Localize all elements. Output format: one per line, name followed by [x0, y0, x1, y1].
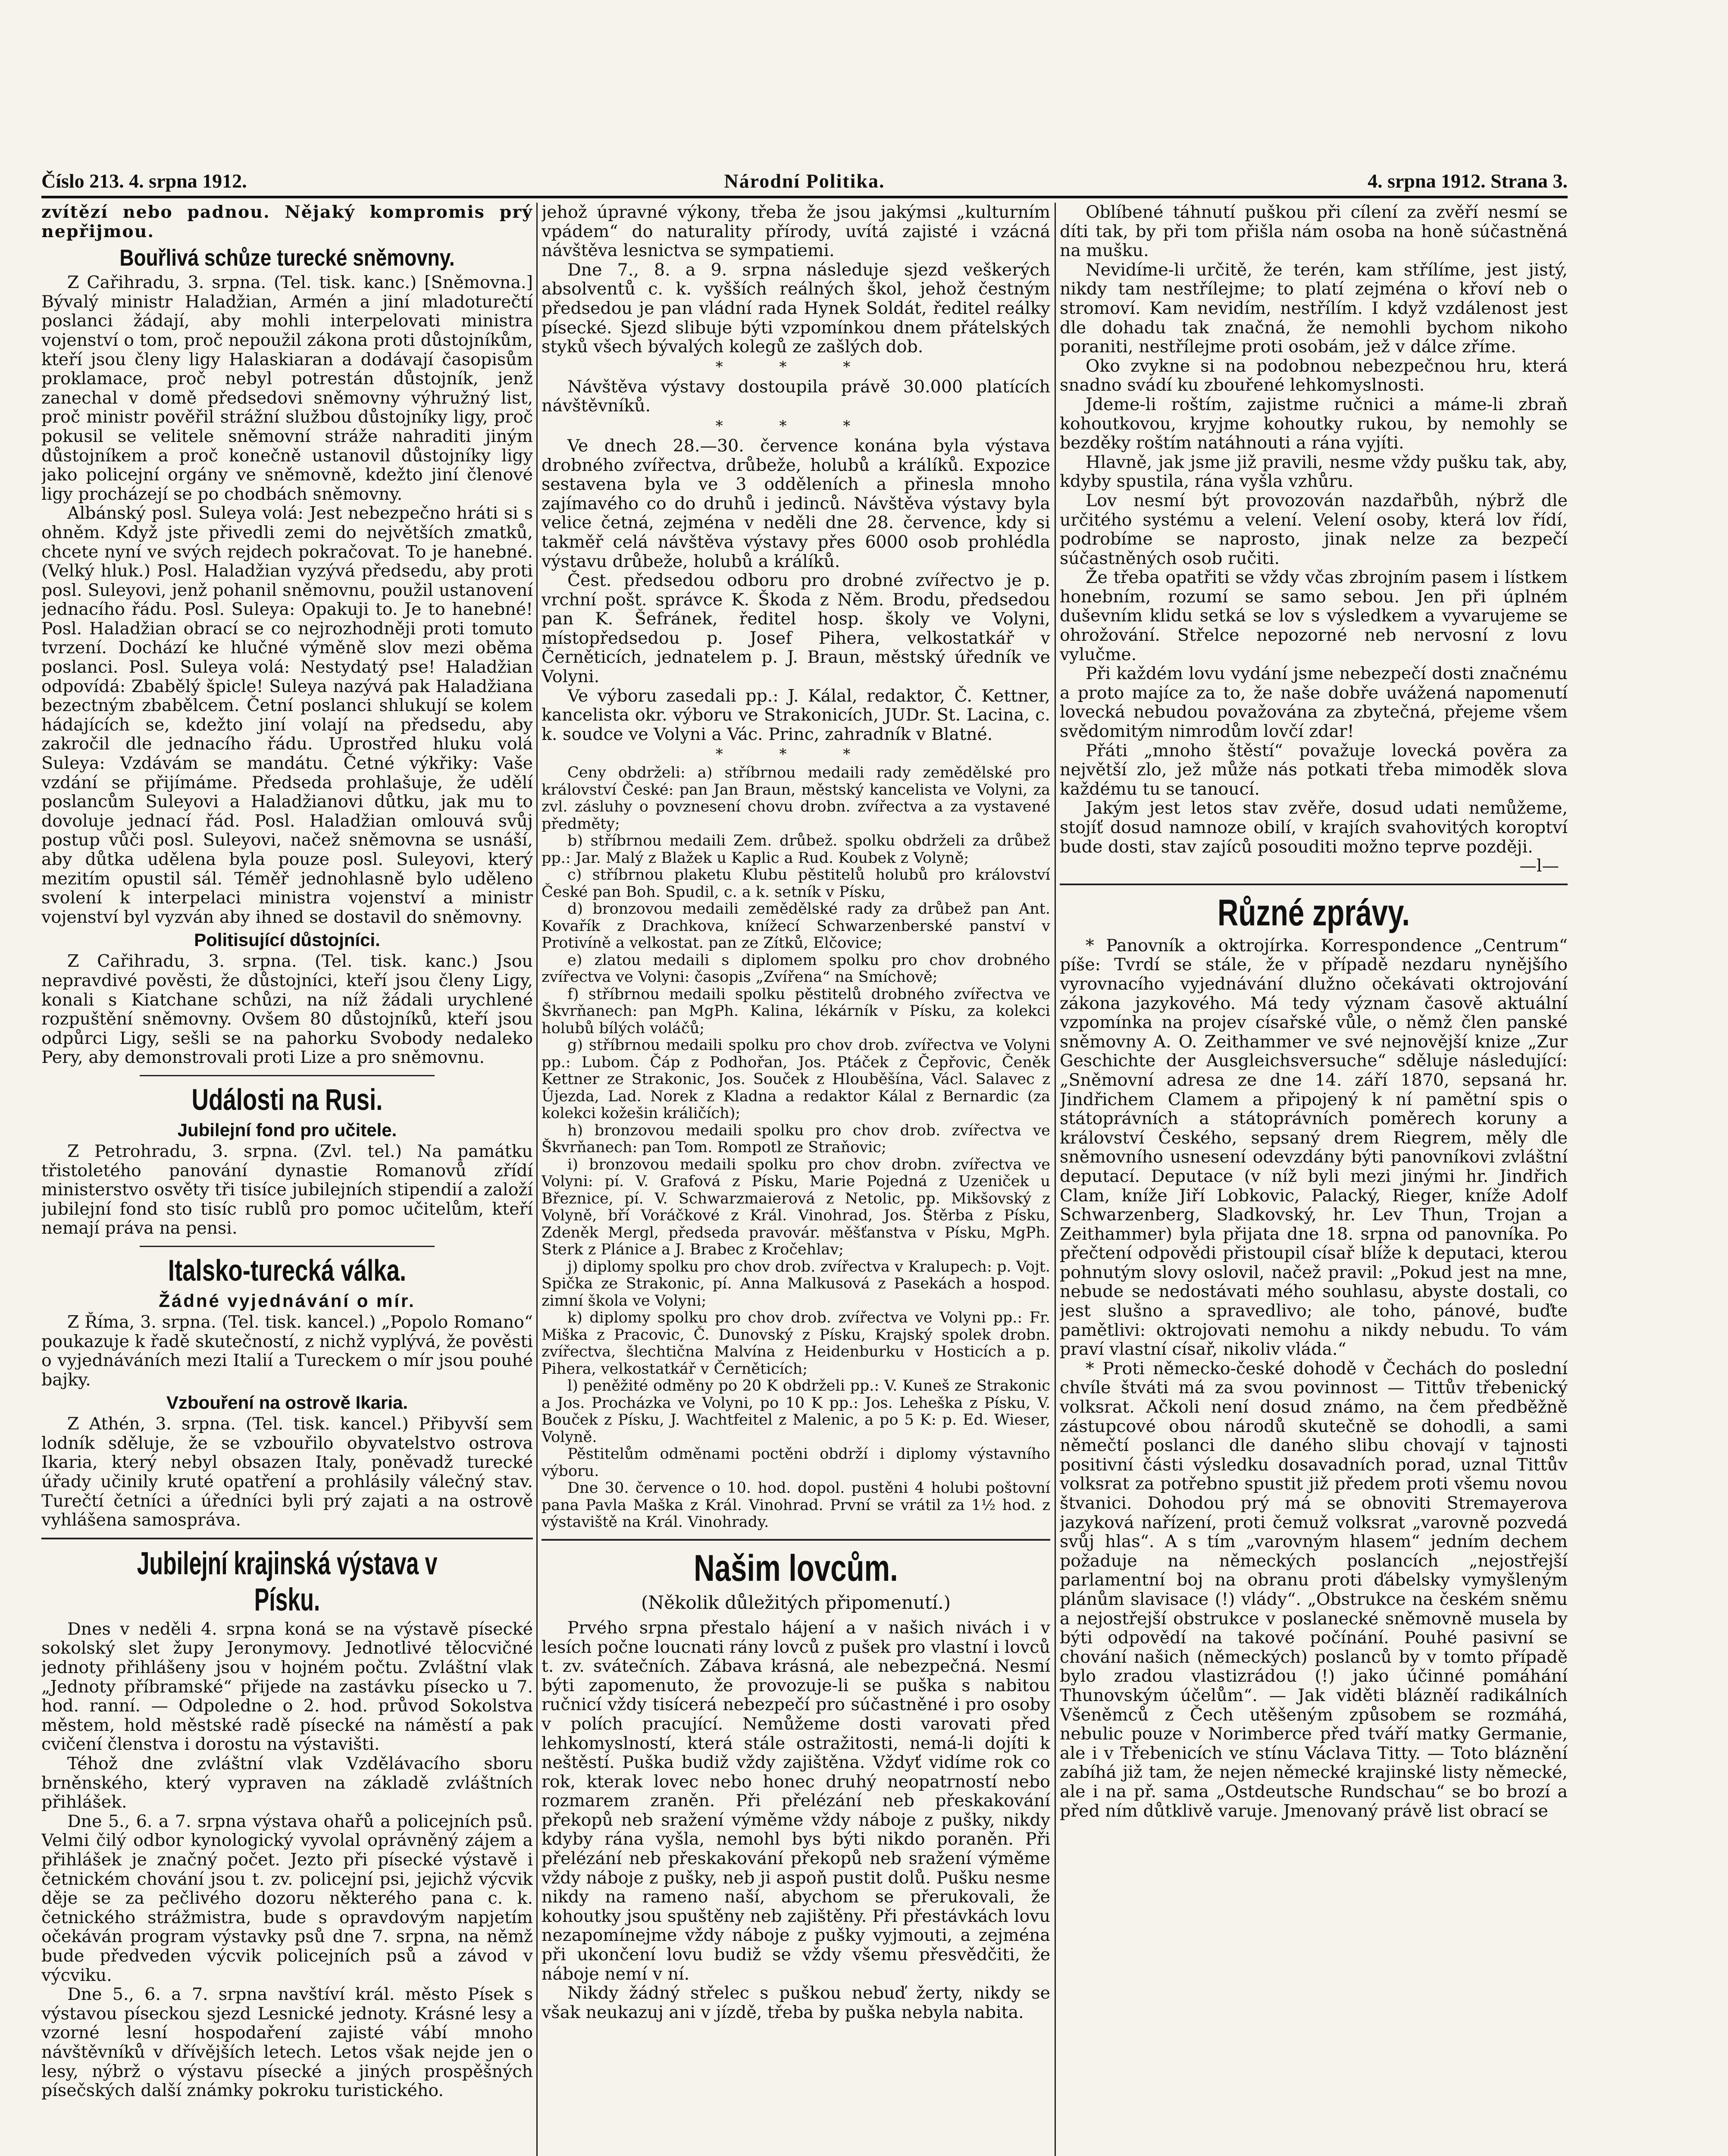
divider — [41, 1538, 533, 1539]
divider — [140, 1246, 435, 1247]
section-stars: * * * — [715, 746, 877, 763]
article-text: Z Athén, 3. srpna. (Tel. tisk. kancel.) Přibyvší sem lodník sděluje, že se vzbouřilo obyvatelstvo ostrova Ikaria, který nebyl obsazen Italy, poněvadž turecké úřady učinily kruté opatření a prohlásily válečný stav. Turečtí četníci a úředníci byli prý zajati a na ostrově vyhlášena samospráva. — [41, 1414, 533, 1530]
headline: Bouřlivá schůze turecké sněmovny. — [119, 245, 455, 271]
article-text: zvítězí nebo padnou. Nějaký kompromis prý nepřijmou. — [41, 203, 533, 241]
headline: Žádné vyjednávání o mír. — [159, 1290, 416, 1311]
headline: Jubilejní fond pro učitele. — [177, 1119, 397, 1140]
article-text: Oblíbené táhnutí puškou při cílení za zvěří nesmí se díti tak, by při tom přišla nám osoba na honě súčastněná na mušku. — [1060, 203, 1568, 261]
article-text: Ve výboru zasedali pp.: J. Kálal, redaktor, Č. Kettner, kancelista okr. výboru ve Strakonicích, JUDr. St. Lacina, c. k. soudce ve Volyni a Vác. Princ, zahradník v Blatné. — [542, 686, 1050, 744]
article-text: Z Říma, 3. srpna. (Tel. tisk. kancel.) „Popolo Romano“ poukazuje k řadě skutečností, z nichž vyplývá, že pověsti o vyjednáváních mezi Italií a Tureckem o mír jsou pouhé bajky. — [41, 1312, 533, 1390]
section-stars: * * * — [715, 417, 877, 435]
headline: Vzbouření na ostrově Ikaria. — [166, 1392, 408, 1413]
article-text: Lov nesmí být provozován nazdařbůh, nýbrž dle určitého systému a velení. Velení osoby, která lov řídí, podrobíme se naprosto, jinak nelze za bezpečí súčastněných osob ručiti. — [1060, 490, 1568, 568]
article-text: Z Cařihradu, 3. srpna. (Tel. tisk. kanc.) Jsou nepravdivé pověsti, že důstojníci, kteří jsou členy Ligy, konali s Kiatchane schůzi, na níž žádali urychlené rozpuštění sněmovny. Ovšem 80 důstojníků, kteří jsou odpůrci Ligy, sešli se na pahorku Svobody nedaleko Pery, aby demonstrovali proti Lize a pro sněmovnu. — [41, 951, 533, 1068]
masthead-page: 4. srpna 1912. Strana 3. — [1368, 170, 1568, 192]
divider — [542, 1539, 1050, 1541]
article-text: jehož úpravné výkony, třeba že jsou jakýmsi „kulturním vpádem“ do naturality přírody, uvítá zajisté i vzácná návštěva lesnictva se sympatiemi. — [542, 203, 1050, 261]
masthead-title: Národní Politika. — [724, 170, 885, 192]
article-text: Dne 5., 6. a 7. srpna výstava ohařů a policejních psů. Velmi čilý odbor kynologický vyvolal oprávněný zájem a přihlášek je značný počet. Jezto při písecké výstavě i četnickém chování jsou t. zv. policejní psi, jejichž výcvik děje se za pečlivého dozoru některého pana c. k. četnického strážmistra, bude s opravdovým napjetím očekáván program výstavky psů dne 7. srpna, na němž bude předveden výcvik policejních psů a závod v výcviku. — [41, 1811, 533, 1985]
article-text: Dnes v neděli 4. srpna koná se na výstavě písecké sokolský slet župy Jeronymovy. Jednotlivé tělocvičné jednoty přihlášeny jsou v hojném počtu. Zvláštní vlak „Jednoty příbramské“ přijede na zastávku písecko u 7. hod. ranní. — Odpoledne o 2. hod. průvod Sokolstva městem, hold městské radě písecké na náměstí a pak cvičení členstva i dorostu na výstavišti. — [41, 1619, 533, 1755]
column-1 — [41, 203, 533, 2156]
section-headline: Italsko-turecká válka. — [168, 1253, 407, 1287]
subheadline: (Několik důležitých připomenutí.) — [641, 1592, 951, 1613]
list-item: d) bronzovou medaili zemědělské rady za drůbež pan Ant. Kovařík z Drachkova, knížecí Schwarzenberské panství v Protivíně a velkostat. pan ze Zítků, Elčovice; — [542, 900, 1050, 952]
list-item: e) zlatou medaili s diplomem spolku pro chov drobného zvířectva ve Volyni: časopis „Zvířena“ na Smíchově; — [542, 951, 1050, 986]
list-item: i) bronzovou medaili spolku pro chov drobn. zvířectva ve Volyni: pí. V. Grafová z Písku, Marie Pojedná z Uzeniček u Březnice, pí. V. Schwarzmaierová z Netolic, pp. Mikšovský z Volyně, bří Voráčkové z Král. Vinohrad, Jos. Štěrba z Písku, Zdeněk Mergl, předseda pravovár. měšťanstva v Písku, MgPh. Sterk z Plánice a J. Brabec z Kročehlav; — [542, 1156, 1050, 1259]
section-headline: Jubilejní krajinská výstava v Písku. — [137, 1545, 438, 1617]
list-item: b) stříbrnou medaili Zem. drůbež. spolku obdrželi za drůbež pp.: Jar. Malý z Blažek u Kaplic a Rud. Koubek z Volyně; — [542, 832, 1050, 867]
headline: Politisující důstojníci. — [194, 930, 380, 950]
article-text: Čest. předsedou odboru pro drobné zvířectvo je p. vrchní pošt. správce K. Škoda z Něm. Brodu, předsedou pan K. Šefránek, ředitel hosp. školy ve Volyni, místopředsedou p. Josef Pihera, velkostatkář v Černěticích, jednatelem p. J. Braun, městský úředník ve Volyni. — [542, 570, 1050, 687]
article-text: Návštěva výstavy dostoupila právě 30.000 platících návštěvníků. — [542, 376, 1050, 416]
section-stars: * * * — [715, 358, 877, 376]
column-rule — [1055, 203, 1056, 2156]
article-text: Dne 7., 8. a 9. srpna následuje sjezd veškerých absolventů c. k. vyšších reálných škol, jehož čestným předsedou je pan vládní rada Hynek Soldát, ředitel reálky písecké. Sjezd slibuje býti vzpomínkou dnem přátelských styků všech bývalých kolegů ze zašlých dob. — [542, 260, 1050, 357]
list-item: j) diplomy spolku pro chov drob. zvířectva v Kralupech: p. Vojt. Spička ze Strakonic, pí. Anna Malkusová z Pasekách a hospod. zimní škola ve Volyni; — [542, 1258, 1050, 1310]
section-headline: Různé zprávy. — [1217, 892, 1410, 934]
article-text: Že třeba opatřiti se vždy včas zbrojním pasem i lístkem honebním, rozumí se samo sebou. Jen při úplném duševním klidu setká se lov s výsledkem a vyvarujeme se ohrožování. Střelce nepozorné neb nervosní z lovu vylučme. — [1060, 567, 1568, 664]
list-item: f) stříbrnou medaili spolku pěstitelů drobného zvířectva ve Škvrňanech: pan MgPh. Kalina, lékárník v Písku, za kolekci holubů bílých voláčů; — [542, 985, 1050, 1037]
article-text: Albánský posl. Suleya volá: Jest nebezpečno hráti si s ohněm. Když jste přivedli zemi do největších zmatků, chcete nyní ve svých rejdech pokračovat. To je hanebné. (Velký hluk.) Posl. Haladžian vyzývá předsedu, aby proti posl. Suleyovi, jenž pohanil sněmovnu, použil ustanovení jednacího řádu. Posl. Suleya: Opakuji to. Je to hanebné! Posl. Haladžian obrací se co nejrozhodněji proti tomuto tvrzení. Dochází ke hlučné výměně slov mezi oběma poslanci. Posl. Suleya volá: Nestydatý pse! Haladžian odpovídá: Zbabělý špicle! Suleya nazývá pak Haladžiana bezectným zbabělcem. Četní poslanci shlukují se kolem hádajících se, kdežto jiní volají na předsedu, aby zakročil dle jednacího řádu. Uprostřed hluku volá Suleya: Vzdávám se mandátu. Četné výkřiky: Vaše vzdání se přijímáme. Předseda prohlašuje, že udělí poslancům Suleyovi a Haladžianovi důtku, jak mu to dovoluje jednací řád. Posl. Haladžian omlouvá svůj postup vůči posl. Suleyovi, načež sněmovna se usnáší, aby důtka udělena byla pouze posl. Suleyovi, který mezitím opustil sál. Téměř jednohlasně bylo uděleno svolení k interpelaci ministra vojenství a ministr vojenství byl vyzván aby ihned se dostavil do sněmovny. — [41, 503, 533, 927]
signature: —l— — [1519, 856, 1559, 876]
article-text: Z Cařihradu, 3. srpna. (Tel. tisk. kanc.) [Sněmovna.] Bývalý ministr Haladžian, Armén a jiní mladoturečtí poslanci žádají, aby mohli interpelovati ministra vojenství o tom, proč nepoužil zákona proti důstojníkům, kteří jsou členy ligy Halaskiaran a dodávají časopisům proklamace, proč nebyl potrestán důstojník, jenž zanechal v domě předsedovi sněmovny výhružný list, proč ministr pověřil strážní službou důstojníky ligy, proč pokusil se velitele sněmovní stráže nahraditi jiným důstojníkem a proč konečně ustanovil důstojníky ligy jako policejní orgány ve sněmovně, kdežto jiní členové ligy procházejí se po chodbách sněmovny. — [41, 273, 533, 504]
list-item: h) bronzovou medaili spolku pro chov drob. zvířectva ve Škvrňanech: pan Tom. Rompotl ze Straňovic; — [542, 1122, 1050, 1156]
article-text: Oko zvykne si na podobnou nebezpečnou hru, která snadno svádí ku zbouřené lehkomyslnosti. — [1060, 356, 1568, 395]
list-item: c) stříbrnou plaketu Klubu pěstitelů holubů pro království České pan Boh. Spudil, c. a k. setník v Písku, — [542, 866, 1050, 901]
article-text: Nikdy žádný střelec s puškou nebuď žerty, nikdy se však neukazuj ani v jízdě, třeba by puška nebyla nabita. — [542, 1983, 1050, 2022]
divider — [140, 1075, 435, 1076]
masthead — [41, 168, 1568, 198]
column-3 — [1060, 203, 1568, 2156]
article-text: Z Petrohradu, 3. srpna. (Zvl. tel.) Na památku třistoletého panování dynastie Romanovů zřídí ministerstvo osvěty tři tisíce jubilejních stipendií a založí jubilejní fond sto tisíc rublů pro pomoc učitelům, kteří nemají práva na pensi. — [41, 1141, 533, 1238]
masthead-issue: Číslo 213. 4. srpna 1912. — [41, 170, 247, 192]
article-text: Nevidíme-li určitě, že terén, kam střílíme, jest jistý, nikdy tam nestřílejme; to platí zejména o křoví neb o stromoví. Kam nevidím, nestřílím. I když vzdálenost jest dle dohadu tak značná, že nemohli bychom nikoho poraniti, nestřílejme proti osobám, jež v dálce zříme. — [1060, 260, 1568, 357]
column-2 — [542, 203, 1050, 2156]
section-headline: Našim lovcům. — [694, 1547, 898, 1589]
article-text: * Proti německo-české dohodě v Čechách do poslední chvíle štváti má za svou povinnost — Tittův třebenický volksrat. Ačkoli není dosud známo, na čem předběžně zástupcové obou národů skutečně se dohodli, a sami němečtí poslanci dle daného slibu chovají v tajnosti positivní části výsledku dosavadních porad, uznal Tittův volksrat za potřebno spustit již předem proti všemu novou štvanici. Dohodou prý má se obnoviti Stremayerova jazyková nařízení, proti čemuž volksrat „varovně pozvedá svůj hlas“. A s tím „varovným hlasem“ jedním dechem požaduje na německých poslancích „nejostřejší parlamentní boj na obranu proti ďábelsky vymyšleným plánům slavisace (!) vlády“. „Obstrukce na českém sněmu a nejostřejší obstrukce v poslanecké sněmovně musela by býti odpovědí na takové počínání. Pouhé pasivní se chování našich (německých) poslanců by v tomto případě bylo zradou vlastizrádou (!) jako účinné pomáhání Thunovským účelům“. — Jak viděti blázněí radikálních Všeněmců z Čech utěšeným způsobem se rozmáhá, nebulic pouze v Norimberce před tváří matky Germanie, ale i v Třebenicích ve stínu Václava Titty. — Toto bláznění zabíhá již tam, že nejen německé krajinské listy německé, ale i na př. sama „Ostdeutsche Rundschau“ se bo brozí a před ním důtklivě varuje. Jmenovaný právě list obrací se — [1060, 1358, 1568, 1821]
list-item: Pěstitelům odměnami poctěni obdrží i diplomy výstavního výboru. — [542, 1445, 1050, 1480]
article-text: Jdeme-li roštím, zajistme ručnici a máme-li zbraň kohoutkovou, kryjme kohoutky rukou, by nemohly se bezděky roštím natáhnouti a rána vyjíti. — [1060, 394, 1568, 453]
article-text: Dne 5., 6. a 7. srpna navštíví král. město Písek s výstavou píseckou sjezd Lesnické jednoty. Krásné lesy a vzorné lesní hospodaření zajisté vábí mnoho návštěvníků v dřívějších letech. Letos však nejde jen o lesy, nýbrž o výstavu písecké a jiných prospěšných písečských další známky pokroku turistického. — [41, 1984, 533, 2101]
article-text: Při každém lovu vydání jsme nebezpečí dosti značnému a proto majíce za to, že naše dobře uvážená napomenutí lovecká nebudou považována za zbytečná, přejeme všem svědomitým nimrodům lovčí zdar! — [1060, 664, 1568, 742]
article-text: Jakým jest letos stav zvěře, dosud udati nemůžeme, stojíť dosud namnoze obilí, v krajích svahovitých koroptví bude dosti, stav zajíců posouditi možno teprve později. — [1060, 798, 1568, 857]
article-text: Přáti „mnoho štěstí“ považuje lovecká pověra za největší zlo, jež může nás potkati třeba mimoděk slova každému tu se tanoucí. — [1060, 740, 1568, 799]
section-headline: Události na Rusi. — [191, 1082, 383, 1116]
list-item: k) diplomy spolku pro chov drob. zvířectva ve Volyni pp.: Fr. Miška z Pracovic, Č. Dunovský z Písku, Krajský spolek drobn. zvířectva, šlechtična Malvína z Heidenburku v Hosticích a p. Pihera, velkostatkář v Černěticích; — [542, 1309, 1050, 1378]
article-text: Ve dnech 28.—30. července konána byla výstava drobného zvířectva, drůbeže, holubů a králíků. Expozice sestavena byla ve 3 odděleních a přinesla mnoho zajímavého co do druhů i jedinců. Návštěva výstavy byla velice četná, zejména v neděli dne 28. července, kdy si takměř celá návštěva výstavy přes 6000 osob prohlédla výstavu drůbeže, holubů a králíků. — [542, 436, 1050, 571]
article-text: Prvého srpna přestalo hájení a v našich nivách i v lesích počne loucnati rány lovců z pušek pro vlastní i lovců t. zv. svátečních. Zábava krásná, ale nebezpečná. Nesmí býti zapomenuto, že provozuje-li se puška s nabitou ručnicí vždy tisícerá nebezpečí pro súčastněné i pro osoby v polích pracující. Nemůžeme dosti varovati před lehkomyslností, která stále ostražitosti, nemá-li dojíti k neštěstí. Puška budiž vždy zajištěna. Vždyť vidíme rok co rok, kterak lovec nebo honec druhý neopatrností nebo rozmarem zraněn. Při přelézání neb přeskakování překopů neb sražení výměme vždy náboje z pušky, nikdy kdyby rána vyšla, nemohl bys býti nikdo poraněn. Při přelézání neb přeskakování překopů neb sražení výměme vždy náboje z pušky, neb ji aspoň pustit dolů. Pušku nesme nikdy na rameno naší, abychom se přerukovali, že kohoutky jsou spuštěny neb zajištěny. Při přestávkách lovu nezapomínejme vždy náboje z pušky vyjmouti, a zejména při ukončení lovu budiž se vždy všemu přesvědčiti, že náboje nemí v ní. — [542, 1617, 1050, 1984]
article-text: Téhož dne zvláštní vlak Vzdělávacího sboru brněnského, který vypraven na základě zvláštních přihlášek. — [41, 1754, 533, 1812]
column-rule — [536, 203, 538, 2156]
article-text: * Panovník a oktrojírka. Korrespondence „Centrum“ píše: Tvrdí se stále, že v případě nezdaru nynějšího vyrovnacího vyjednávání dlužno očekávati oktrojování zákona jazykového. Má tedy význam časově aktuální vzpomínka na projev císařské vůle, o němž člen panské sněmovny A. O. Zeithammer ve své nejnovější knize „Zur Geschichte der Ausgleichsversuche“ sděluje následující: „Sněmovní adresa ze dne 14. září 1870, sepsaná hr. Jindřichem Clamem a připojený k ní pamětní spis o státoprávních a státoprávních poměrech koruny a království Českého, sepsaný drem Riegrem, měly dle sněmovního usnesení odevzdány býti panovníkovi zvláštní deputací. Deputace (v níž byli mezi jinými hr. Jindřich Clam, kníže Jiří Lobkovic, Palacký, Rieger, kníže Adolf Schwarzenberg, Sladkovský, hr. Lev Thun, Trojan a Zeithammer) byla přijata dne 18. srpna od panovníka. Po přečtení odpovědi přistoupil císař blíže k deputaci, kterou pohnutým slovy oslovil, načež pravil: „Pokud jest na mne, nebude se nedostávati mého souhlasu, abyste dostali, co jest slušno a spravedlivo; ale toho, pánové, buďte pamětlivi: oktrojovati nemohu a nikdy nebudu. To vám praví vlastní císař, nikoliv vláda.“ — [1060, 935, 1568, 1360]
divider — [1060, 884, 1568, 885]
list-item: Ceny obdrželi: a) stříbrnou medaili rady zemědělské pro království České: pan Jan Braun, městský kancelista ve Volyni, za zvl. zásluhy o povznesení chovu drobn. zvířectva a za vystavené předměty; — [542, 764, 1050, 833]
list-item: l) peněžité odměny po 20 K obdrželi pp.: V. Kuneš ze Strakonic a Jos. Procházka ve Volyni, po 10 K pp.: Jos. Leheška z Písku, V. Bouček z Písku, J. Wachtfeitel z Malenic, a po 5 K: p. Ed. Wieser, Volyně. — [542, 1377, 1050, 1446]
list-item: Dne 30. července o 10. hod. dopol. pustěni 4 holubi poštovní pana Pavla Maška z Král. Vinohrad. První se vrátil za 1½ hod. z výstaviště na Král. Vinohrady. — [542, 1479, 1050, 1531]
awards-list — [542, 765, 1050, 1531]
list-item: g) stříbrnou medaili spolku pro chov drob. zvířectva ve Volyni pp.: Lubom. Čáp z Podhořan, Jos. Ptáček z Čepřovic, Čeněk Kettner ze Strakonic, Jos. Souček z Hlouběšína, Václ. Salavec z Újezda, Lad. Norek z Kladna a redaktor Kálal z Bernardic (za kolekci kožešin králičích); — [542, 1037, 1050, 1122]
article-text: Hlavně, jak jsme již pravili, nesme vždy pušku tak, aby, kdyby spustila, rána vyšla vzhůru. — [1060, 452, 1568, 492]
